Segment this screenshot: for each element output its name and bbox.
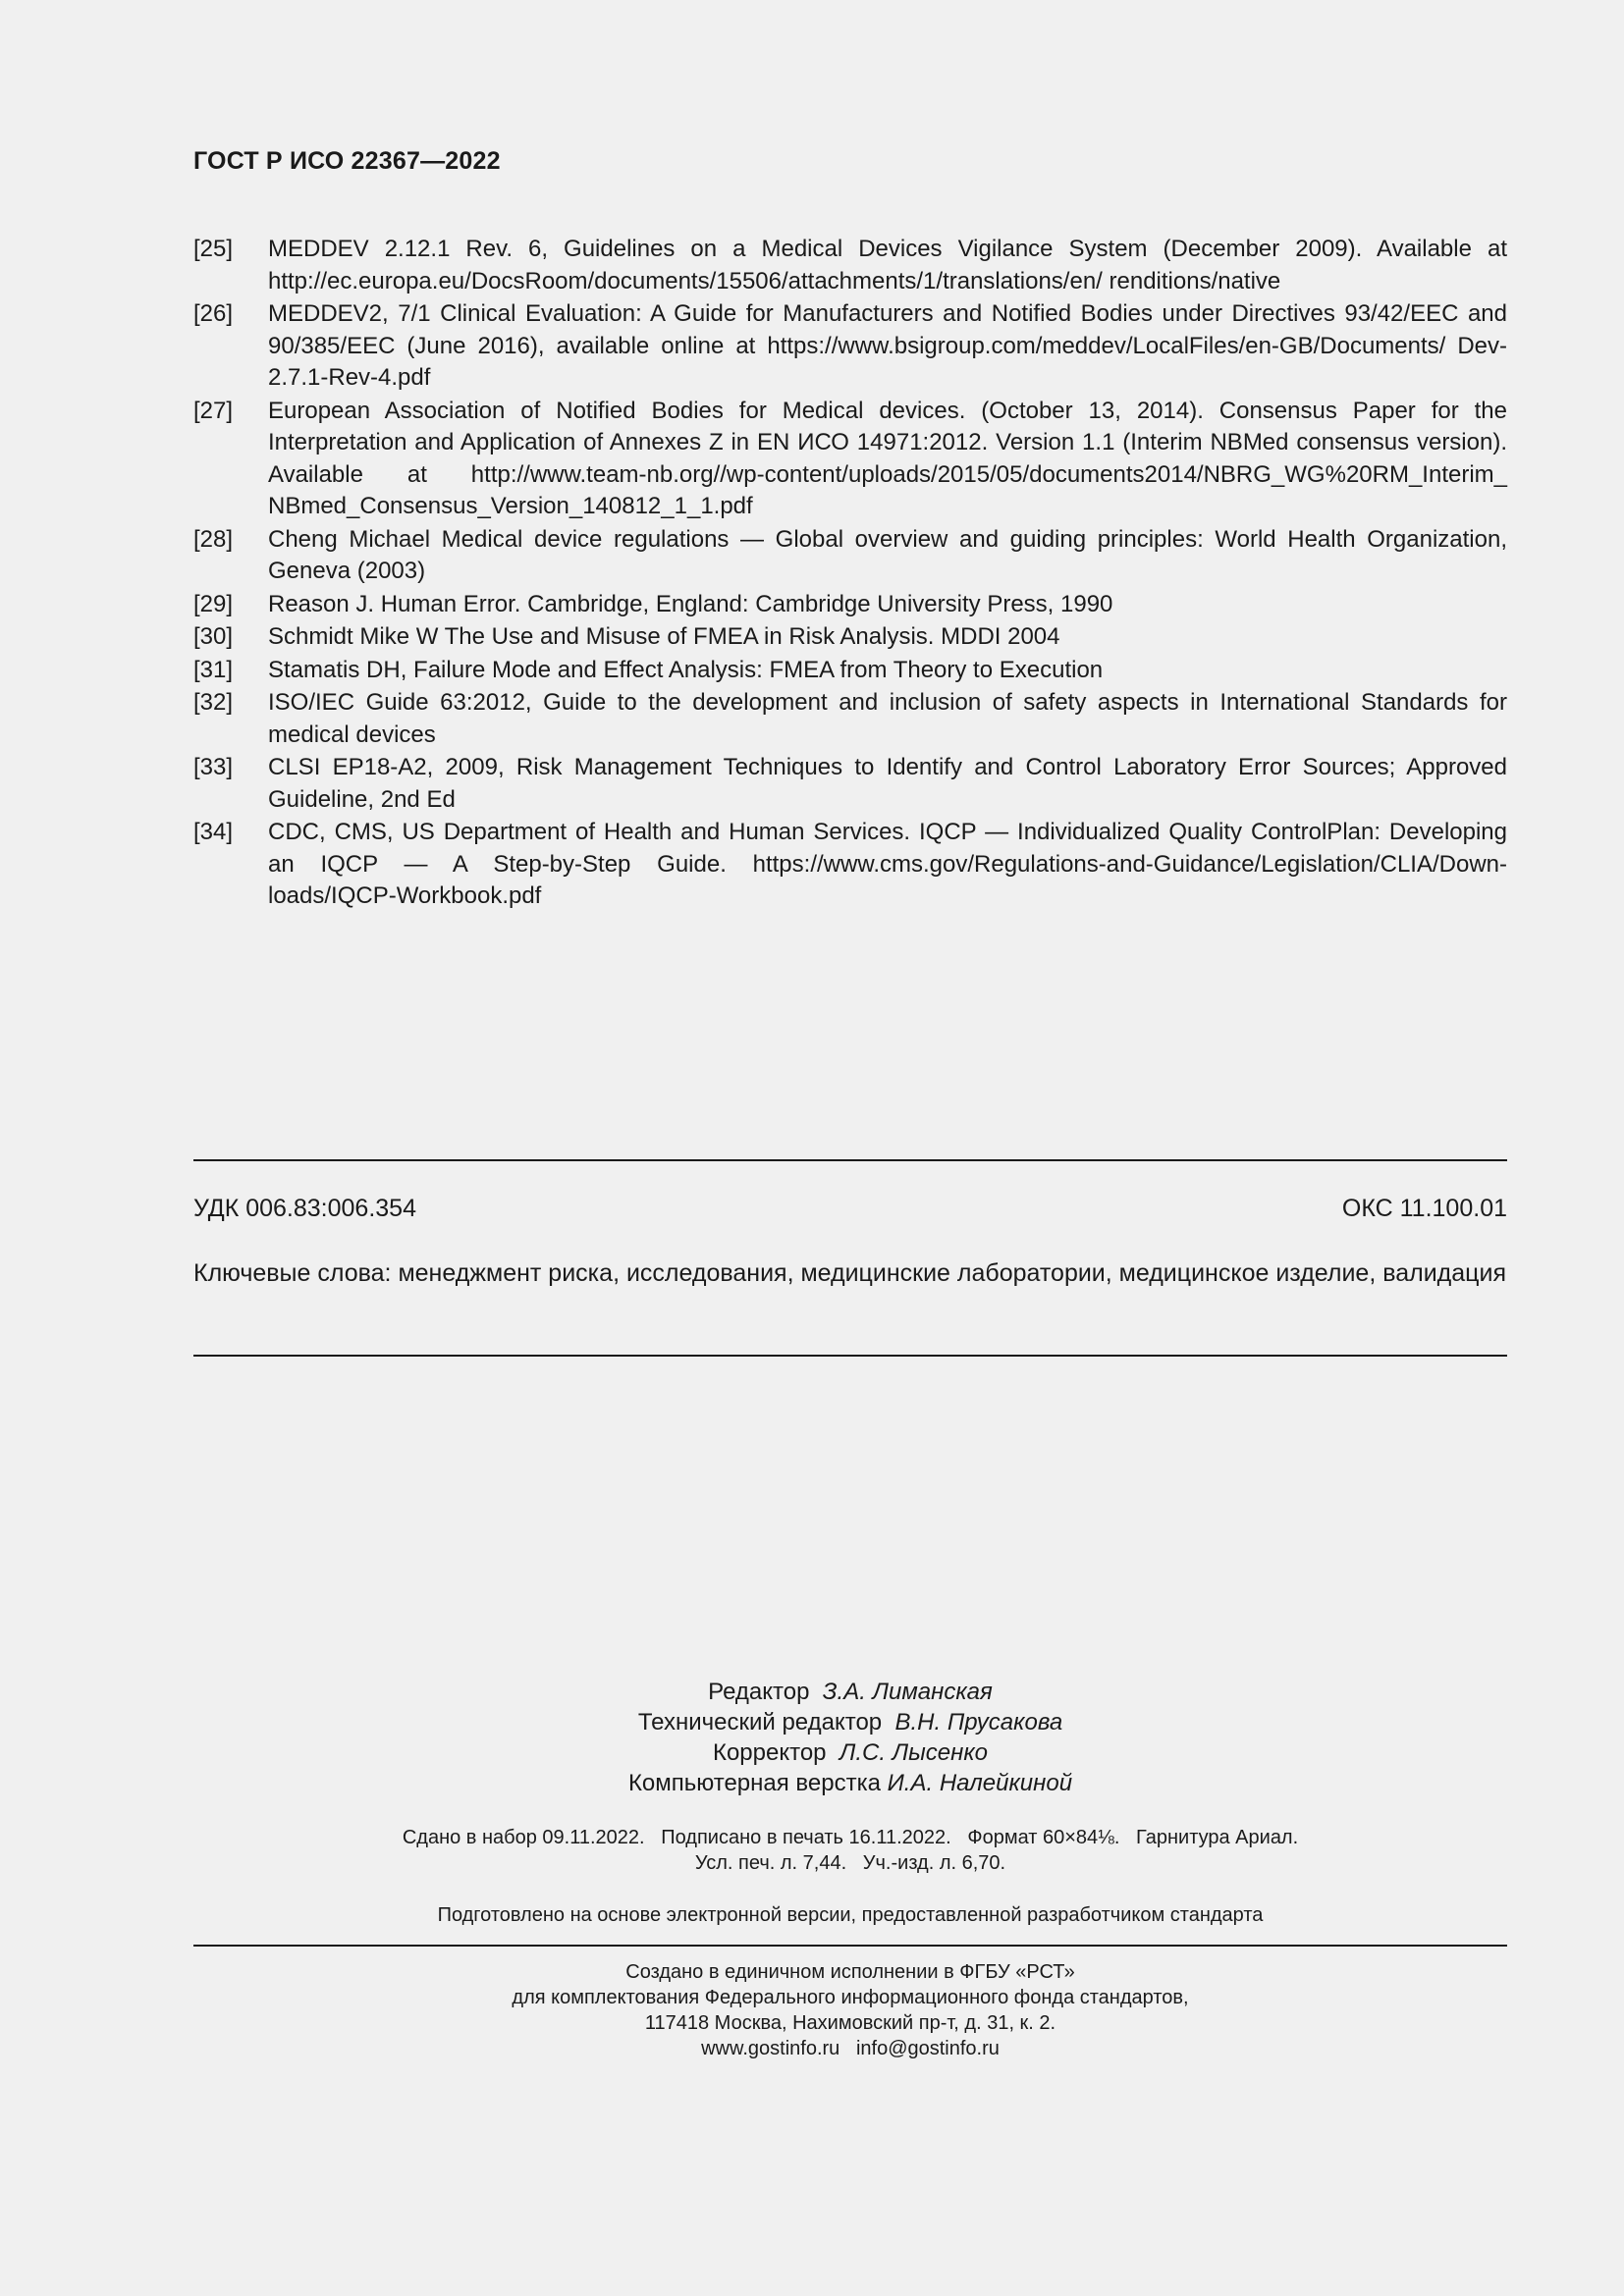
credit-name: З.А. Лиманская xyxy=(822,1679,993,1705)
credits-block xyxy=(193,1677,1507,1798)
credit-line xyxy=(193,1768,1507,1798)
reference-item xyxy=(193,655,1507,687)
credit-name: И.А. Налейкиной xyxy=(887,1770,1073,1796)
reference-text: CDC, CMS, US Department of Health and Human Services. IQCP — Individualized Quality ControlPlan: Developing an IQCP — A Step-by-Step Guide. https://www.cms.gov/Regulations-and-Guidance/Legislation/CLIA/Down- loads/IQCP-Workbook.pdf xyxy=(268,819,1507,909)
print-info-line: Сдано в набор 09.11.2022. Подписано в печать 16.11.2022. Формат 60×84⅛. Гарнитура Ариал. xyxy=(402,1827,1299,1848)
udk-code: УДК 006.83:006.354 xyxy=(193,1195,416,1222)
reference-text: Schmidt Mike W The Use and Misuse of FMEA in Risk Analysis. MDDI 2004 xyxy=(268,623,1060,650)
reference-item xyxy=(193,621,1507,654)
credit-role: Технический редактор xyxy=(637,1709,883,1735)
reference-number: [26] xyxy=(193,300,234,327)
reference-item xyxy=(193,817,1507,913)
reference-text: CLSI EP18-A2, 2009, Risk Management Techniques to Identify and Control Laboratory Error Sources; Approved Guideline, 2nd Ed xyxy=(268,754,1507,813)
print-info-line: Усл. печ. л. 7,44. Уч.-изд. л. 6,70. xyxy=(694,1852,1006,1874)
reference-item xyxy=(193,524,1507,588)
reference-number: [30] xyxy=(193,623,234,650)
reference-item xyxy=(193,589,1507,621)
bottom-divider xyxy=(193,1355,1507,1357)
credit-line xyxy=(193,1737,1507,1768)
reference-item xyxy=(193,234,1507,297)
reference-number: [25] xyxy=(193,236,234,262)
credit-line xyxy=(193,1707,1507,1737)
credit-name: Л.С. Лысенко xyxy=(839,1739,989,1766)
credit-role: Корректор xyxy=(712,1739,827,1766)
reference-number: [33] xyxy=(193,754,234,780)
reference-text: ISO/IEC Guide 63:2012, Guide to the development and inclusion of safety aspects in International Standards for medical devices xyxy=(268,689,1507,748)
reference-text: Cheng Michael Medical device regulations — Global overview and guiding principles: World Health Organization, Geneva (2003) xyxy=(268,525,1507,584)
page-header: ГОСТ Р ИСО 22367—2022 xyxy=(193,147,501,175)
reference-item xyxy=(193,396,1507,523)
footer-line: для комплектования Федерального информационного фонда стандартов, xyxy=(512,1987,1189,2008)
reference-text: Reason J. Human Error. Cambridge, England: Cambridge University Press, 1990 xyxy=(268,590,1113,617)
reference-number: [31] xyxy=(193,656,234,683)
reference-number: [27] xyxy=(193,397,234,424)
reference-text: Stamatis DH, Failure Mode and Effect Analysis: FMEA from Theory to Execution xyxy=(268,656,1104,683)
reference-text: MEDDEV 2.12.1 Rev. 6, Guidelines on a Medical Devices Vigilance System (December 2009). Available at http://ec.europa.eu/DocsRoom/documents/15506/attachments/1/translations/en/ renditions/native xyxy=(268,236,1507,294)
print-info xyxy=(193,1825,1507,1876)
footer-divider xyxy=(193,1945,1507,1947)
reference-number: [34] xyxy=(193,819,234,845)
keywords: Ключевые слова: менеджмент риска, исследования, медицинские лаборатории, медицинское изделие, валидация xyxy=(193,1259,1506,1287)
credit-role: Компьютерная верстка xyxy=(627,1770,881,1796)
oks-code: ОКС 11.100.01 xyxy=(1341,1195,1507,1222)
reference-number: [28] xyxy=(193,525,234,553)
reference-number: [29] xyxy=(193,590,234,617)
bibliography-list xyxy=(193,234,1507,914)
footer-line: 117418 Москва, Нахимовский пр-т, д. 31, к. 2. xyxy=(644,2012,1056,2034)
publisher-footer xyxy=(193,1959,1507,2061)
reference-item xyxy=(193,298,1507,395)
prepared-note: Подготовлено на основе электронной версии, предоставленной разработчиком стандарта xyxy=(437,1904,1264,1926)
footer-line: Создано в единичном исполнении в ФГБУ «РСТ» xyxy=(625,1961,1075,1983)
credit-name: В.Н. Прусакова xyxy=(894,1709,1063,1735)
credit-line xyxy=(193,1677,1507,1707)
reference-number: [32] xyxy=(193,689,234,716)
credit-role: Редактор xyxy=(708,1679,810,1705)
reference-item xyxy=(193,752,1507,816)
reference-text: MEDDEV2, 7/1 Clinical Evaluation: A Guide for Manufacturers and Notified Bodies under Directives 93/42/EEC and 90/385/EEC (June 2016), available online at https://www.bsigroup.com/meddev/LocalFiles/en-GB/Documents/ Dev-2.7.1-Rev-4.pdf xyxy=(268,300,1507,391)
footer-contacts: www.gostinfo.ru info@gostinfo.ru xyxy=(701,2038,1000,2059)
reference-text: European Association of Notified Bodies for Medical devices. (October 13, 2014). Consensus Paper for the Interpretation and Application of Annexes Z in EN ИСО 14971:2012. Version 1.1 (Interim NBMed consensus version). Available at http://www.team-nb.org//wp-content/uploads/2015/05/documents2014/NBRG_WG%20RM_Interim_ NBmed_Consensus_Version_140812_1_1.pdf xyxy=(268,397,1507,519)
top-divider xyxy=(193,1159,1507,1161)
reference-item xyxy=(193,687,1507,751)
